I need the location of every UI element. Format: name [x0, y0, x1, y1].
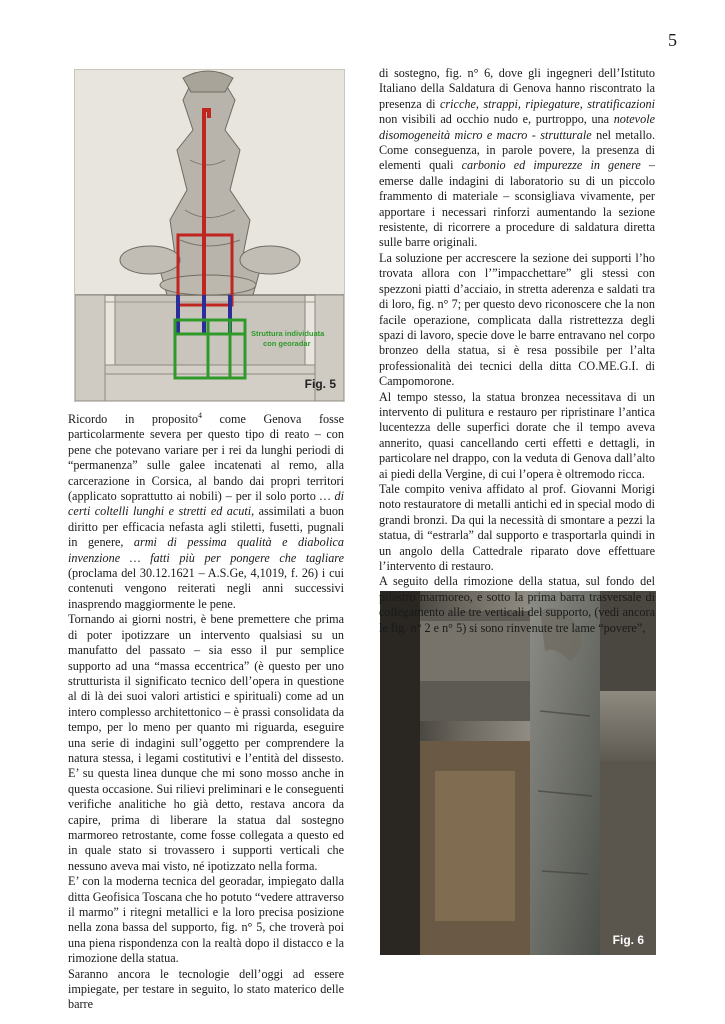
figure-5	[74, 69, 345, 402]
left-paragraph-3: E’ con la moderna tecnica del georadar, impiegato dalla ditta Geofisica Toscana che ho potuto “vedere attraverso il marmo” i ritegni metallici e la loro precisa posizione nella zona bassa del supporto, fig. n° 5, che troverà poi una piena rispondenza con la realtà dopo il distacco e la rimozione della statua.	[68, 874, 344, 966]
left-paragraph-2: Tornando ai giorni nostri, è bene premettere che prima di poter ipotizzare un intervento qualsiasi su un manufatto del passato – sia esso il pur semplice supporto ad una “massa eccentrica” (è questo per uno strutturista il significato tecnico dell’opera in questione al di là dei suoi valori artistici e spirituali) come ad un intero complesso architettonico – è prassi consolidata da tempo, per lo meno per quanto mi riguarda, eseguire una serie di indagini sull’oggetto per comprendere la natura stessa, i legami costitutivi e l’entità del dissesto. E’ su questa linea dunque che mi sono mosso anche in questa occasione. Sui rilievi preliminari e le conseguenti verifiche analitiche ho già detto, restava ancora da capire, prima di liberare la statua dal sostegno marmoreo retrostante, come fosse collegata a questo ed in quale stato si trovassero i supporti verticali che nessuno aveva mai visto, né ipotizzato nella forma.	[68, 612, 344, 873]
right-paragraph-2: La soluzione per accrescere la sezione dei supporti l’ho trovata allora con l’”impacchettare” gli stessi con spezzoni piatti d’acciaio, in stretta aderenza e saldati tra di loro, fig. n° 7; per questo devo riconoscere che la non facile operazione, complicata dalla ristrettezza degli spazi di lavoro, specie dove le barre entravano nel corpo bronzeo della statua, si è resa possibile per l’alta professionalità dei tecnici della ditta CO.ME.G.I. di Campomorone.	[379, 250, 655, 389]
right-paragraph-4: Tale compito veniva affidato al prof. Giovanni Morigi noto restauratore di metalli antichi ed in special modo di grandi bronzi. Da qui la necessità di smontare a pezzi la statua, di “estrarla” dal supporto e trasportarla quindi in un angolo della Cattedrale riparato dove effettuare l’intervento di restauro.	[379, 481, 655, 573]
figure-6-label: Fig. 6	[612, 933, 644, 947]
page-number: 5	[668, 30, 677, 50]
right-paragraph-3: Al tempo stesso, la statua bronzea necessitava di un intervento di pulitura e restauro per ripristinare l’antica lucentezza delle superfici dorate che il tempo aveva annerito, quasi cancellando certi effetti e dettagli, in particolare nel drappo, con la veduta di Genova dall’alto ai piedi della Vergine, di cui l’opera è oltremodo ricca.	[379, 389, 655, 481]
left-text-column	[68, 412, 344, 1013]
left-paragraph-1: Ricordo in proposito$^4$ come Genova fosse particolarmente severa per questo tipo di reato – con pene che potevano variare per i rei da lunghi periodi di “permanenza” sulle galee incatenati al remo, alla carcerazione in Corsica, al bando dai propri territori (applicato soprattutto ai nobili) – per il solo porto … di certi coltelli lunghi e stretti ed acuti, assimilati a buon diritto per efficacia nefasta agli stiletti, fusetti, pugnali in genere, armi di pessima qualità e diabolica invenzione … fatti più per pongere che tagliare (proclama del 30.12.1621 – A.S.Ge, 4,1019, f. 26) i cui contenuti vengono reiterati negli anni successivi inasprendo maggiormente le pene.	[68, 410, 345, 611]
fig5-annotation-line2: con georadar	[263, 339, 311, 348]
right-text-column	[379, 66, 655, 636]
figure-5-label: Fig. 5	[304, 377, 336, 391]
fig5-annotation-line1: Struttura individuata	[251, 329, 325, 338]
figure-6	[380, 591, 656, 955]
footnote-4-ref: 4	[197, 410, 202, 420]
left-paragraph-4: Saranno ancora le tecnologie dell’oggi ad essere impiegate, per testare in seguito, lo stato materico delle barre	[68, 966, 344, 1012]
right-paragraph-5: A seguito della rimozione della statua, sul fondo del pilastro marmoreo, e sotto la prima barra trasversale di collegamento alle tre verticali del supporto, (vedi ancora le fig. n° 2 e n° 5) si sono rinvenute tre lame “povere”,	[379, 574, 655, 635]
figure-6-photo	[380, 591, 656, 955]
figure-5-drawing	[75, 70, 344, 401]
right-paragraph-1: di sostegno, fig. n° 6, dove gli ingegneri dell’Istituto Italiano della Saldatura di Genova hanno riscontrato la presenza di cricche, strappi, ripiegature, stratificazioni non visibili ad occhio nudo e, purtroppo, una notevole disomogeneità micro e macro - strutturale nel metallo. Come conseguenza, in parole povere, la presenza di elementi quali carbonio ed impurezze in genere – emerse dalle indagini di laboratorio su di un piccolo frammento di materiale – sconsigliava vivamente, per apportare i necessari rinforzi aumentando la sezione resistente, di ricorrere a procedure di saldatura diretta sulle barre originali.	[379, 66, 656, 250]
